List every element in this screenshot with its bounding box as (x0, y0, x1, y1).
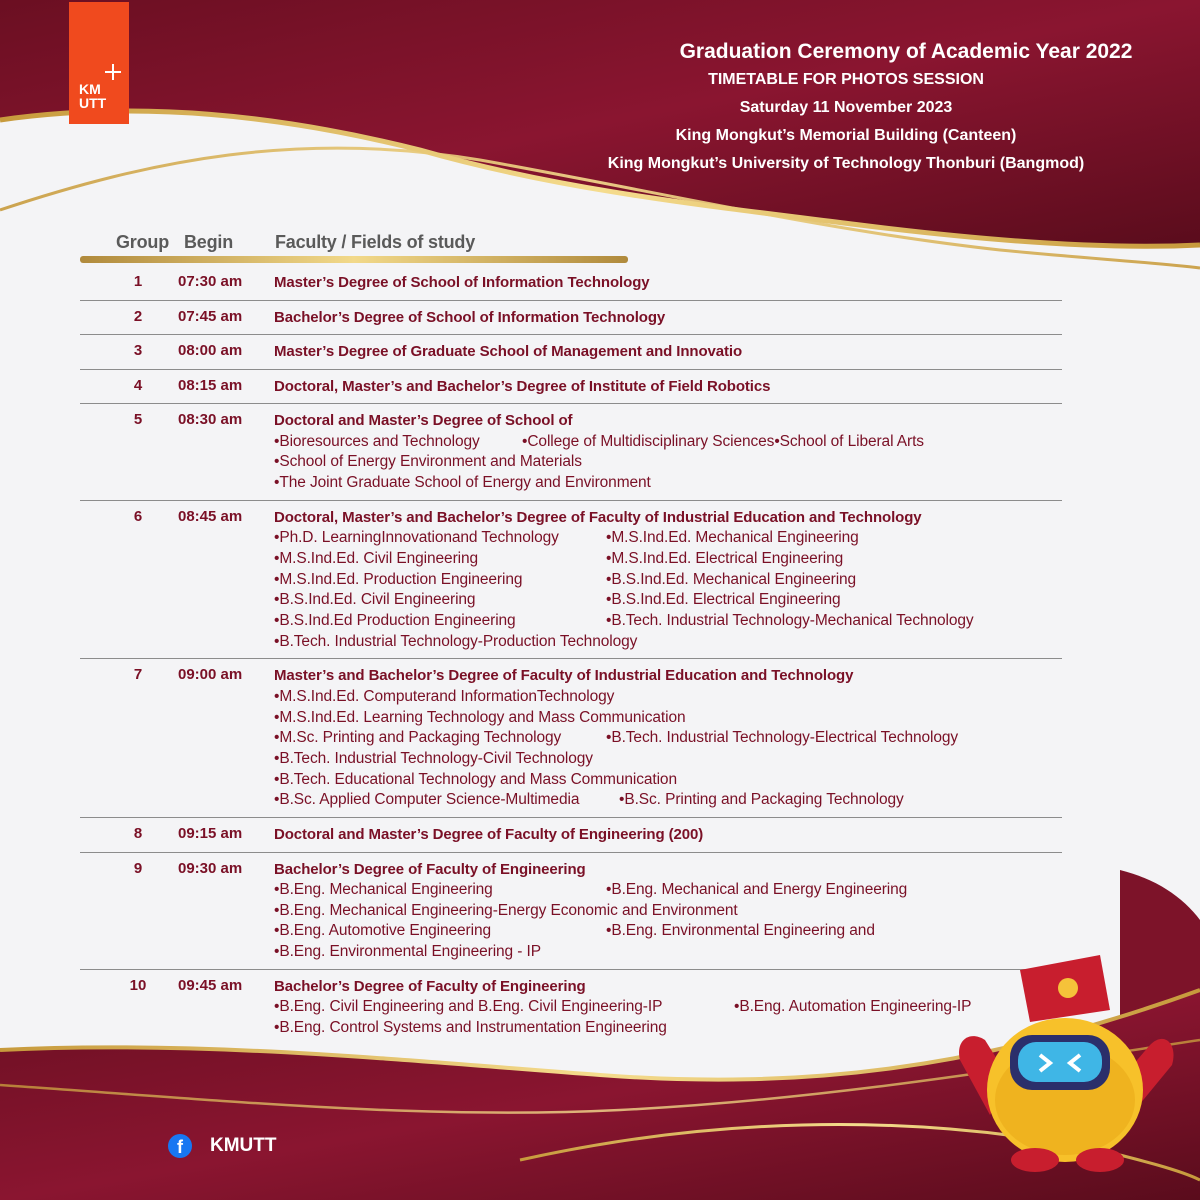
list-item: • M.S.Ind.Ed. Computerand InformationTechnology (274, 687, 1062, 708)
list-item: • B.Eng. Automation Engineering-IP (734, 997, 971, 1018)
page-title: Graduation Ceremony of Academic Year 2022 (679, 40, 1133, 63)
row-title: Doctoral and Master’s Degree of Faculty of Engineering (200) (274, 826, 704, 844)
event-date: Saturday 11 November 2023 (739, 99, 953, 116)
list-item: • B.Tech. Educational Technology and Mass Communication (274, 770, 1062, 791)
list-item: • B.Tech. Industrial Technology-Electrical Technology (606, 728, 958, 749)
begin-time: 07:30 am (178, 273, 243, 290)
logo-text (79, 82, 123, 110)
list-item: • B.Tech. Industrial Technology-Civil Technology (274, 749, 1062, 770)
list-item: • M.S.Ind.Ed. Production Engineering (274, 570, 606, 591)
list-item: • B.Sc. Printing and Packaging Technology (619, 790, 904, 811)
timetable (80, 266, 1062, 1045)
row-title: Doctoral and Master’s Degree of School of (274, 412, 573, 429)
group-number: 8 (133, 825, 143, 843)
column-header-faculty: Faculty / Fields of study (275, 232, 476, 252)
list-item: • M.Sc. Printing and Packaging Technology (274, 728, 606, 749)
list-item: • B.Tech. Industrial Technology-Production Technology (274, 632, 1062, 653)
column-header-begin: Begin (184, 232, 234, 252)
group-number: 2 (133, 307, 143, 325)
begin-time: 08:30 am (178, 411, 243, 428)
list-item: • B.Eng. Control Systems and Instrumentation Engineering (274, 1018, 1062, 1039)
list-item: • B.Eng. Mechanical Engineering (274, 880, 606, 901)
kmutt-logo (69, 2, 129, 124)
row-title: Bachelor’s Degree of Faculty of Engineering (274, 860, 586, 878)
row-title: Doctoral, Master’s and Bachelor’s Degree of Faculty of Industrial Education and Technology (274, 508, 922, 526)
facebook-icon[interactable]: f (168, 1134, 192, 1158)
table-row (80, 818, 1062, 853)
row-title: Master’s Degree of Graduate School of Management and Innovatio (274, 343, 743, 360)
list-item: • B.Eng. Automotive Engineering (274, 921, 606, 942)
group-number: 10 (129, 976, 147, 994)
begin-time: 09:30 am (178, 859, 243, 877)
group-number: 3 (133, 342, 143, 359)
row-title: Bachelor’s Degree of Faculty of Engineering (274, 977, 586, 995)
header-rule (80, 256, 628, 263)
event-venue: King Mongkut’s Memorial Building (Canteen) (675, 127, 1017, 144)
logo-plus-icon (105, 64, 121, 80)
group-number: 4 (133, 376, 143, 394)
table-row (80, 301, 1062, 336)
list-item: • B.S.Ind.Ed Production Engineering (274, 611, 606, 632)
list-item: • B.Eng. Environmental Engineering and (606, 921, 875, 942)
logo-line1: KM (79, 81, 101, 97)
social-footer[interactable] (168, 1134, 276, 1158)
table-row (80, 335, 1062, 370)
table-row (80, 370, 1062, 405)
begin-time: 09:15 am (178, 825, 243, 843)
list-item: • M.S.Ind.Ed. Civil Engineering (274, 549, 606, 570)
list-item: • B.S.Ind.Ed. Mechanical Engineering (606, 570, 856, 591)
row-title: Bachelor’s Degree of School of Information Technology (274, 308, 666, 326)
table-row (80, 970, 1062, 1045)
university-name: King Mongkut’s University of Technology Thonburi (Bangmod) (607, 155, 1085, 172)
list-item: • B.Eng. Civil Engineering and B.Eng. Civil Engineering-IP (274, 997, 734, 1018)
list-item: • M.S.Ind.Ed. Mechanical Engineering (606, 528, 859, 549)
row-title: Master’s Degree of School of Information Technology (274, 274, 650, 291)
header (526, 38, 1166, 178)
column-header-group: Group (116, 232, 169, 252)
begin-time: 09:00 am (178, 666, 243, 684)
row-title: Doctoral, Master’s and Bachelor’s Degree of Institute of Field Robotics (274, 377, 771, 395)
list-item: • B.Eng. Environmental Engineering - IP (274, 942, 1062, 963)
list-item: • B.S.Ind.Ed. Civil Engineering (274, 590, 606, 611)
begin-time: 07:45 am (178, 307, 243, 325)
table-row (80, 853, 1062, 970)
list-item: • B.Tech. Industrial Technology-Mechanical Technology (606, 611, 974, 632)
list-item: • Bioresources and Technology (274, 432, 522, 453)
group-number: 9 (133, 859, 143, 877)
begin-time: 08:15 am (178, 376, 243, 394)
group-number: 7 (133, 666, 143, 684)
list-item: • B.S.Ind.Ed. Electrical Engineering (606, 590, 841, 611)
mascot-illustration (950, 950, 1180, 1180)
page-subtitle: TIMETABLE FOR PHOTOS SESSION (708, 71, 984, 88)
list-item: • Ph.D. LearningInnovationand Technology (274, 528, 606, 549)
begin-time: 08:00 am (178, 342, 243, 359)
group-number: 6 (133, 507, 143, 525)
list-item: • School of Energy Environment and Materials (274, 452, 582, 473)
row-title: Master’s and Bachelor’s Degree of Faculty of Industrial Education and Technology (274, 667, 854, 685)
table-row (80, 659, 1062, 818)
table-row (80, 501, 1062, 660)
group-number: 1 (133, 273, 143, 290)
group-number: 5 (133, 411, 143, 428)
begin-time: 08:45 am (178, 507, 243, 525)
list-item: • College of Multidisciplinary Sciences (522, 432, 774, 453)
list-item: • B.Sc. Applied Computer Science-Multimedia (274, 790, 619, 811)
list-item: • B.Eng. Mechanical Engineering-Energy Economic and Environment (274, 901, 1062, 922)
list-item: • School of Liberal Arts (774, 432, 1022, 453)
table-row (80, 266, 1062, 301)
logo-line2: UTT (79, 95, 107, 111)
begin-time: 09:45 am (178, 976, 243, 994)
facebook-label[interactable]: KMUTT (210, 1135, 277, 1156)
list-item: • M.S.Ind.Ed. Electrical Engineering (606, 549, 843, 570)
list-item: • M.S.Ind.Ed. Learning Technology and Mass Communication (274, 708, 1062, 729)
list-item: • B.Eng. Mechanical and Energy Engineering (606, 880, 907, 901)
list-item: • The Joint Graduate School of Energy and Environment (274, 473, 1062, 494)
table-row (80, 404, 1062, 501)
